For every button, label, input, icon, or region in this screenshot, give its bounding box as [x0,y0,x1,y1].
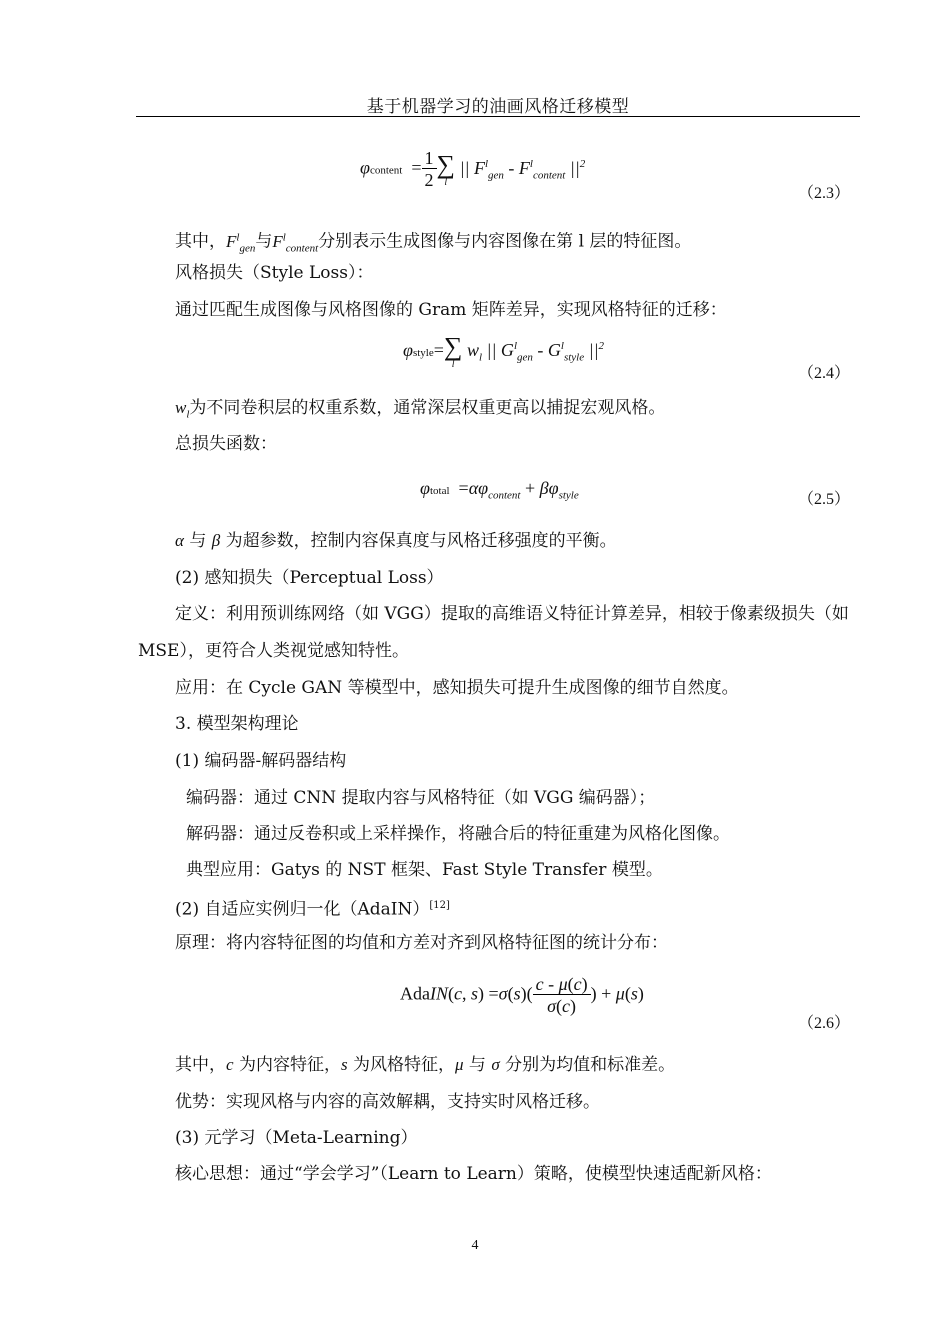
paragraph: 风格损失（Style Loss）： [175,263,374,283]
page-number: 4 [471,1238,479,1253]
paragraph: 总损失函数： [175,434,277,454]
running-header: 基于机器学习的油画风格迁移模型 [366,97,630,117]
subsection-heading: (2) 自适应实例归一化（AdaIN）[12] [175,899,450,920]
equation-2-3: φcontent = $\frac{1}{2}$ ∑ l || $F^l_{gen} - F^l_{content}$ $||^2$ [360,148,586,190]
paragraph: 原理：将内容特征图的均值和方差对齐到风格特征图的统计分布： [175,933,668,953]
citation: [12] [429,900,450,911]
equation-number-2-4: （2.4） [797,365,850,382]
equation-number-2-5: （2.5） [797,491,850,508]
paragraph: 解码器：通过反卷积或上采样操作，将融合后的特征重建为风格化图像。 [186,824,730,844]
paragraph: 应用：在 Cycle GAN 等模型中，感知损失可提升生成图像的细节自然度。 [175,678,739,698]
equation-2-6: AdaIN(c, s) =σ(s)( $\frac{c - \mu(c)}{\sigma(c)}$ ) + μ(s) [400,974,644,1016]
paragraph: 通过匹配生成图像与风格图像的 Gram 矩阵差异，实现风格特征的迁移： [175,300,727,320]
paragraph: 其中，$F^l_{gen}$与$F^l_{content}$分别表示生成图像与内容图像在第 l 层的特征图。 [175,231,692,255]
paragraph: 定义：利用预训练网络（如 VGG）提取的高维语义特征计算差异，相较于像素级损失（如 MSE），更符合人类视觉感知特性。 [138,604,849,661]
equation-number-2-6: （2.6） [797,1015,850,1032]
subsection-heading: (3) 元学习（Meta-Learning） [175,1128,418,1148]
equation-number-2-3: （2.3） [797,185,850,202]
equation-2-4: φstyle=∑ l $w_l$ || $G^l_{gen} - G^l_{style}$ $||^2$ [403,332,605,370]
header-rule [136,116,860,117]
equation-2-5: φtotal $=\alpha\varphi_{content} + \beta\varphi_{style}$ [420,478,579,502]
paragraph: (2) 感知损失（Perceptual Loss） [175,568,444,588]
paragraph: α 与 β 为超参数，控制内容保真度与风格迁移强度的平衡。 [175,531,617,551]
subsection-heading: (1) 编码器-解码器结构 [175,751,347,771]
paragraph: 核心思想：通过“学会学习”（Learn to Learn）策略，使模型快速适配新风格： [175,1164,772,1184]
paragraph: $w_l$为不同卷积层的权重系数，通常深层权重更高以捕捉宏观风格。 [175,398,666,421]
paragraph: 其中，c 为内容特征，s 为风格特征，μ 与 σ 分别为均值和标准差。 [175,1055,676,1075]
section-heading: 3. 模型架构理论 [175,714,299,734]
paragraph: 优势：实现风格与内容的高效解耦，支持实时风格迁移。 [175,1092,600,1112]
paragraph: 典型应用：Gatys 的 NST 框架、Fast Style Transfer 模型。 [186,860,663,880]
paragraph: 编码器：通过 CNN 提取内容与风格特征（如 VGG 编码器）； [186,788,656,808]
